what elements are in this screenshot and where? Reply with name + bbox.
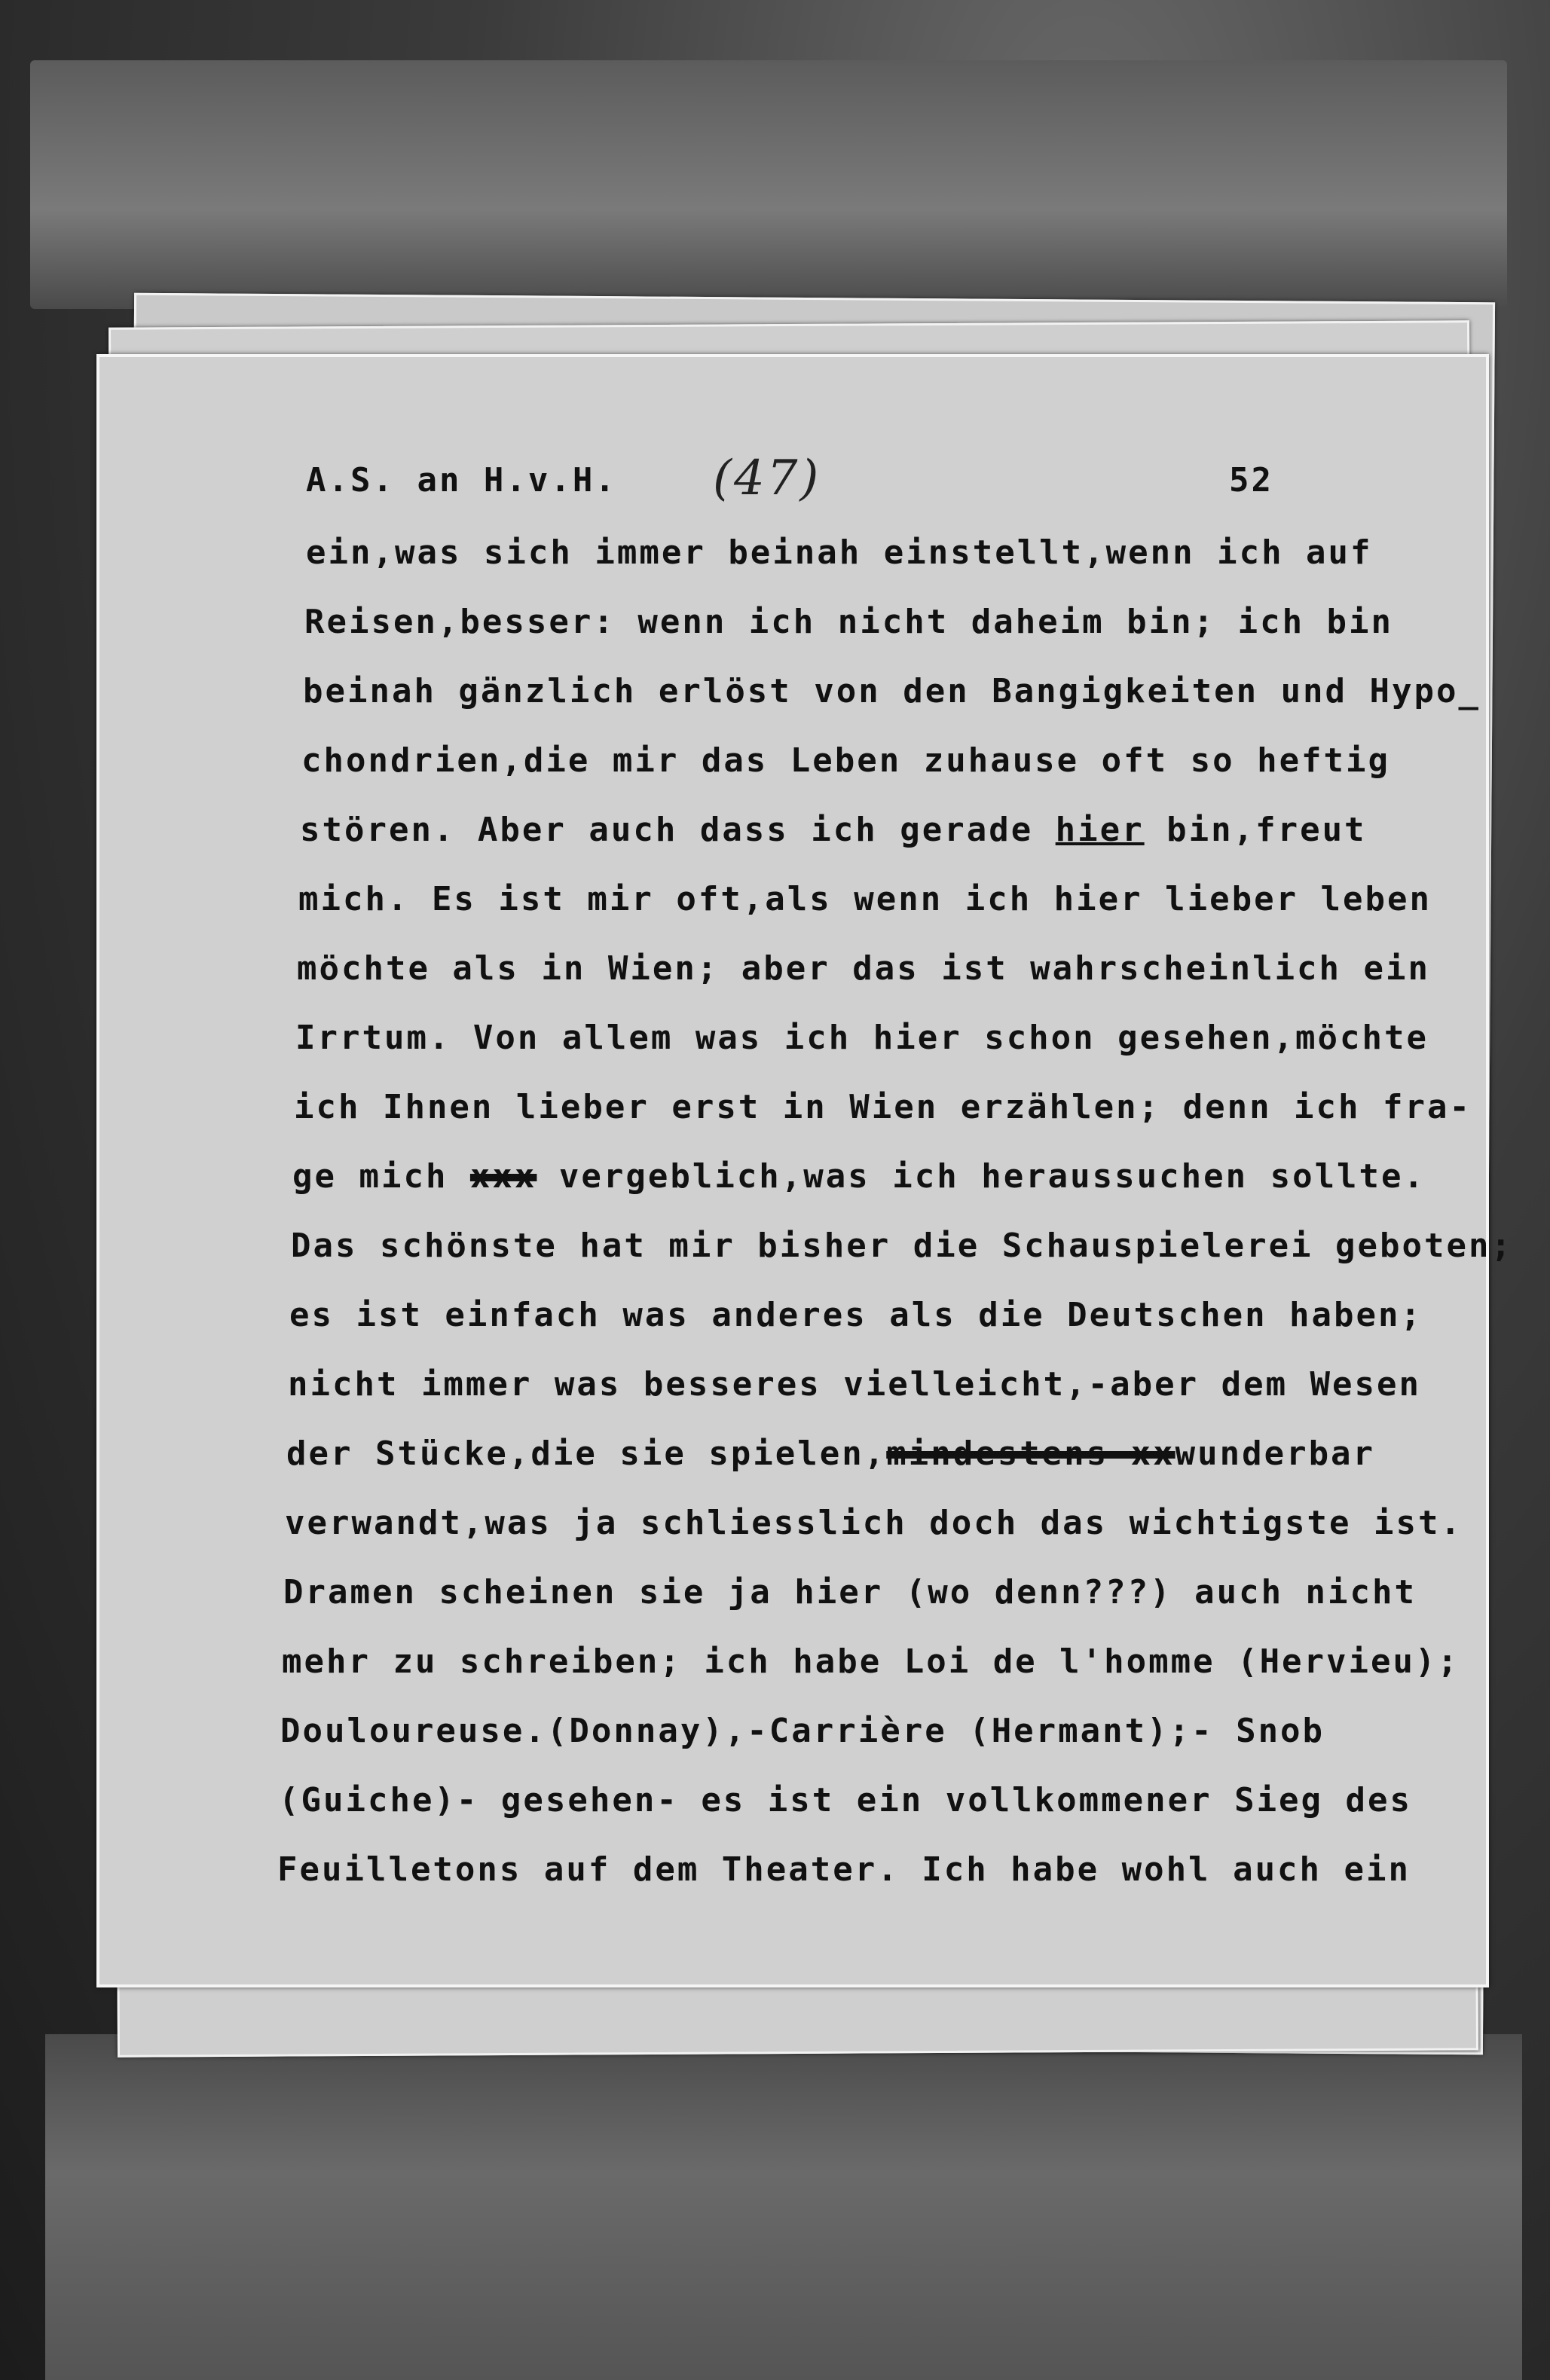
line-text: Douloureuse.(Donnay),-Carrière (Hermant);- Snob	[280, 1712, 1325, 1750]
text-line	[303, 657, 1550, 726]
text-line	[294, 1073, 1545, 1142]
text-line	[288, 1350, 1539, 1419]
line-text: Irrtum. Von allem was ich hier schon gesehen,möchte	[295, 1019, 1429, 1057]
line-text: es ist einfach was anderes als die Deutschen haben;	[289, 1296, 1423, 1334]
text-line	[300, 796, 1550, 865]
line-text: Dramen scheinen sie ja hier (wo denn???) auch nicht	[283, 1573, 1417, 1612]
line-text: bin,freut	[1144, 811, 1367, 849]
line-text: ich Ihnen lieber erst in Wien erzählen; denn ich fra-	[294, 1088, 1472, 1126]
line-text: Reisen,besser: wenn ich nicht daheim bin; ich bin	[304, 603, 1394, 641]
text-line	[301, 726, 1550, 796]
text-line	[306, 518, 1550, 588]
page-number: 52	[1229, 461, 1273, 500]
sender-recipient: A.S. an H.v.H.	[306, 461, 617, 500]
text-line	[298, 865, 1549, 934]
page-header	[185, 451, 1436, 514]
text-line	[279, 1766, 1530, 1835]
line-text: verwandt,was ja schliesslich doch das wichtigste ist.	[285, 1504, 1463, 1542]
line-text: mehr zu schreiben; ich habe Loi de l'homme (Hervieu);	[282, 1642, 1460, 1681]
text-line	[304, 588, 1550, 657]
typed-letter-text	[185, 451, 1513, 1905]
struck-out-text: xxx	[469, 1157, 537, 1196]
archive-number-handwritten: (47)	[713, 451, 821, 506]
line-text: nicht immer was besseres vielleicht,-aber dem Wesen	[288, 1365, 1422, 1404]
line-text: möchte als in Wien; aber das ist wahrscheinlich ein	[297, 949, 1431, 988]
text-line	[292, 1142, 1543, 1211]
line-text: ein,was sich immer beinah einstellt,wenn ich auf	[306, 533, 1373, 572]
line-text: mich. Es ist mir oft,als wenn ich hier lieber leben	[298, 880, 1432, 918]
text-line	[277, 1835, 1528, 1905]
folder-cover-top	[30, 60, 1507, 309]
line-text: vergeblich,was ich heraussuchen sollte.	[537, 1157, 1426, 1196]
text-line	[286, 1419, 1537, 1489]
line-text: der Stücke,die sie spielen,	[286, 1434, 887, 1473]
line-text: Das schönste hat mir bisher die Schauspielerei geboten;	[291, 1227, 1513, 1265]
line-text: wunderbar	[1175, 1434, 1376, 1473]
line-text: Feuilletons auf dem Theater. Ich habe wohl auch ein	[277, 1850, 1411, 1889]
text-line	[283, 1558, 1534, 1627]
line-text: beinah gänzlich erlöst von den Bangigkeiten und Hypo_	[303, 672, 1481, 710]
line-text: chondrien,die mir das Leben zuhause oft so heftig	[301, 741, 1391, 780]
text-line	[297, 934, 1548, 1004]
line-text: stören. Aber auch dass ich gerade	[300, 811, 1056, 849]
struck-out-text: mindestens xx	[886, 1434, 1175, 1473]
text-line	[280, 1697, 1531, 1766]
underlined-word: hier	[1055, 811, 1145, 849]
text-line	[295, 1004, 1546, 1073]
text-line	[289, 1281, 1540, 1350]
text-line	[282, 1627, 1533, 1697]
text-line	[291, 1211, 1542, 1281]
line-text: ge mich	[292, 1157, 470, 1196]
line-text: (Guiche)- gesehen- es ist ein vollkommener Sieg des	[279, 1781, 1413, 1819]
folder-cover-bottom	[45, 2034, 1522, 2380]
text-line	[285, 1489, 1536, 1558]
